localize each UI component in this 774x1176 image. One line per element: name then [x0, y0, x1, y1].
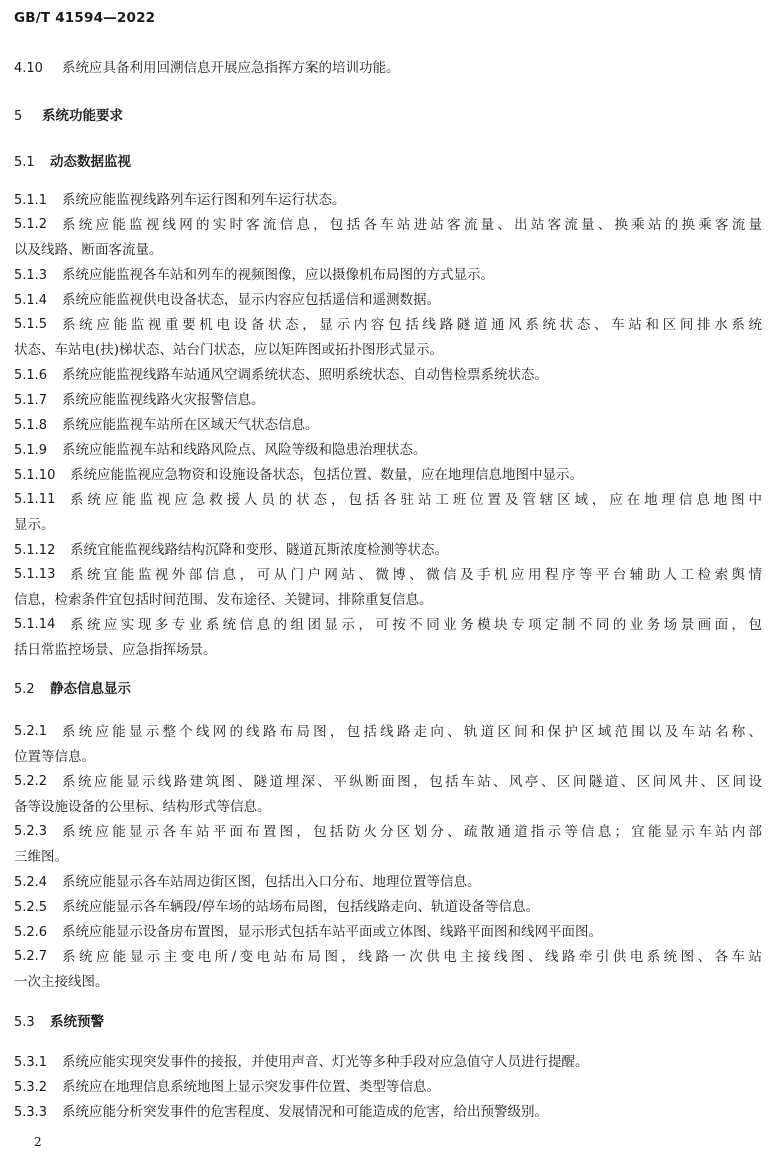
- clause-continuation: [14, 238, 762, 262]
- clause-line: [14, 463, 762, 488]
- clause-text: 系统应能监视线网的实时客流信息，包括各车站进站客流量、出站客流量、换乘站的换乘客流量: [62, 217, 762, 233]
- clause-line: [14, 945, 762, 969]
- clause-number: 5.1.9: [14, 443, 48, 458]
- clause-line: [14, 488, 762, 512]
- clause-text: 系统应能监视线路列车运行图和列车运行状态。: [62, 192, 346, 208]
- clause-number: 5.1.10: [14, 468, 56, 483]
- clause-text: 系统应能显示线路建筑图、隧道埋深、平纵断面图，包括车站、风亭、区间隧道、区间风井、区间设: [62, 774, 762, 790]
- clause-text: 系统应能监视车站和线路风险点、风险等级和隐患治理状态。: [62, 442, 427, 458]
- clause-text: 系统应能监视应急救援人员的状态，包括各驻站工班位置及管辖区域，应在地理信息地图中: [70, 492, 762, 508]
- clause-number: 5.1.12: [14, 543, 56, 558]
- clause-line: [14, 388, 762, 413]
- clause-line: [14, 438, 762, 463]
- clause-line: [14, 263, 762, 288]
- clause-number: 5.1.3: [14, 268, 48, 283]
- clause-text: 系统应能显示各车站周边街区图，包括出入口分布、地理位置等信息。: [62, 874, 481, 890]
- clause-text: 系统宜能监视线路结构沉降和变形、隧道瓦斯浓度检测等状态。: [70, 542, 448, 558]
- clause-continuation: [14, 588, 762, 612]
- clause-number: 5.2.2: [14, 774, 48, 789]
- clause-text: 括日常监控场景、应急指挥场景。: [14, 642, 217, 658]
- clause-line: [14, 720, 762, 744]
- clause-text: 信息，检索条件宜包括时间范围、发布途径、关键词、排除重复信息。: [14, 592, 433, 608]
- clause-text: 系统应能显示各车辆段/停车场的站场布局图，包括线路走向、轨道设备等信息。: [62, 899, 540, 915]
- clause-text: 系统应能分析突发事件的危害程度、发展情况和可能造成的危害，给出预警级别。: [62, 1104, 548, 1120]
- clause-number: 5.2.7: [14, 949, 48, 964]
- clause-line: [14, 613, 762, 637]
- clause-number: 5.1.4: [14, 293, 48, 308]
- clause-text: 三维图。: [14, 849, 68, 865]
- clause-line: [14, 313, 762, 337]
- clause-text: 系统应实现多专业系统信息的组团显示，可按不同业务模块专项定制不同的业务场景画面，包: [70, 617, 762, 633]
- clause-number: 5.2.1: [14, 724, 48, 739]
- clause-text: 系统应能监视各车站和列车的视频图像，应以摄像机布局图的方式显示。: [62, 267, 494, 283]
- clause-number: 5.2.6: [14, 925, 48, 940]
- section-heading: [14, 677, 762, 702]
- clause-line: [14, 288, 762, 313]
- clause-number: 5.2.4: [14, 875, 48, 890]
- clause-text: 系统应能监视线路火灾报警信息。: [62, 392, 265, 408]
- section-heading: [14, 1010, 762, 1035]
- clause-text: 备等设施设备的公里标、结构形式等信息。: [14, 799, 271, 815]
- clause-line: [14, 563, 762, 587]
- clause-line: [14, 213, 762, 237]
- page-number: 2: [34, 1135, 42, 1149]
- clause-text: 系统应能监视应急物资和设施设备状态，包括位置、数量，应在地理信息地图中显示。: [70, 467, 583, 483]
- clause-continuation: [14, 338, 762, 362]
- section-title: 动态数据监视: [50, 154, 131, 170]
- clause-continuation: [14, 638, 762, 662]
- clause-text: 状态、车站电(扶)梯状态、站台门状态，应以矩阵图或拓扑图形式显示。: [14, 342, 444, 358]
- clause-number: 5.1.13: [14, 567, 56, 582]
- clause-line: [14, 870, 762, 895]
- clause-line: [14, 1050, 762, 1075]
- clause-text: 系统应能显示主变电所/变电站布局图，线路一次供电主接线图、线路牵引供电系统图、各车站: [62, 949, 762, 965]
- clause-number: 5.3.1: [14, 1055, 48, 1070]
- clause-text: 显示。: [14, 517, 55, 533]
- clause-text: 系统应能实现突发事件的接报，并使用声音、灯光等多种手段对应急值守人员进行提醒。: [62, 1054, 589, 1070]
- section-heading: [14, 150, 762, 175]
- section-title: 系统预警: [50, 1014, 104, 1030]
- clause-number: 5.1.7: [14, 393, 48, 408]
- section-title: 静态信息显示: [50, 681, 131, 697]
- clause-number: 4.10: [14, 61, 43, 76]
- clause-text: 系统应能监视重要机电设备状态，显示内容包括线路隧道通风系统状态、车站和区间排水系统: [62, 317, 762, 333]
- standard-header: GB/T 41594—2022: [14, 10, 156, 26]
- section-number: 5.2: [14, 682, 35, 697]
- clause-text: 系统应能监视供电设备状态，显示内容应包括遥信和遥测数据。: [62, 292, 440, 308]
- clause-text: 系统应在地理信息系统地图上显示突发事件位置、类型等信息。: [62, 1079, 440, 1095]
- clause-text: 系统宜能监视外部信息，可从门户网站、微博、微信及手机应用程序等平台辅助人工检索舆情: [70, 567, 762, 583]
- clause-line: [14, 538, 762, 563]
- clause-number: 5.1.5: [14, 317, 48, 332]
- clause-text: 系统应具备利用回溯信息开展应急指挥方案的培训功能。: [62, 60, 400, 76]
- clause-line: [14, 820, 762, 844]
- clause-number: 5.3.3: [14, 1105, 48, 1120]
- clause-line: [14, 413, 762, 438]
- clause-line: [14, 770, 762, 794]
- clause-line: [14, 56, 762, 81]
- clause-line: [14, 895, 762, 920]
- clause-line: [14, 1075, 762, 1100]
- clause-text: 系统应能监视车站所在区域天气状态信息。: [62, 417, 319, 433]
- clause-number: 5.1.6: [14, 368, 48, 383]
- clause-text: 系统应能显示整个线网的线路布局图，包括线路走向、轨道区间和保护区域范围以及车站名称、: [62, 724, 762, 740]
- clause-number: 5.2.3: [14, 824, 48, 839]
- clause-continuation: [14, 745, 762, 769]
- clause-line: [14, 920, 762, 945]
- section-heading: [14, 104, 762, 129]
- clause-number: 5.1.8: [14, 418, 48, 433]
- clause-text: 系统应能显示各车站平面布置图，包括防火分区划分、疏散通道指示等信息；宜能显示车站内部: [62, 824, 762, 840]
- section-number: 5.3: [14, 1015, 35, 1030]
- clause-number: 5.1.14: [14, 617, 56, 632]
- clause-line: [14, 363, 762, 388]
- clause-line: [14, 188, 762, 213]
- clause-line: [14, 1100, 762, 1125]
- clause-continuation: [14, 845, 762, 869]
- clause-text: 以及线路、断面客流量。: [14, 242, 163, 258]
- clause-number: 5.1.1: [14, 193, 48, 208]
- clause-text: 位置等信息。: [14, 749, 95, 765]
- clause-number: 5.3.2: [14, 1080, 48, 1095]
- clause-continuation: [14, 970, 762, 994]
- clause-continuation: [14, 795, 762, 819]
- clause-text: 系统应能监视线路车站通风空调系统状态、照明系统状态、自动售检票系统状态。: [62, 367, 548, 383]
- section-title: 系统功能要求: [42, 108, 123, 124]
- clause-number: 5.1.11: [14, 492, 56, 507]
- clause-text: 系统应能显示设备房布置图，显示形式包括车站平面或立体图、线路平面图和线网平面图。: [62, 924, 602, 940]
- clause-number: 5.2.5: [14, 900, 48, 915]
- clause-text: 一次主接线图。: [14, 974, 109, 990]
- clause-number: 5.1.2: [14, 217, 48, 232]
- clause-continuation: [14, 513, 762, 537]
- section-number: 5: [14, 109, 23, 124]
- section-number: 5.1: [14, 155, 35, 170]
